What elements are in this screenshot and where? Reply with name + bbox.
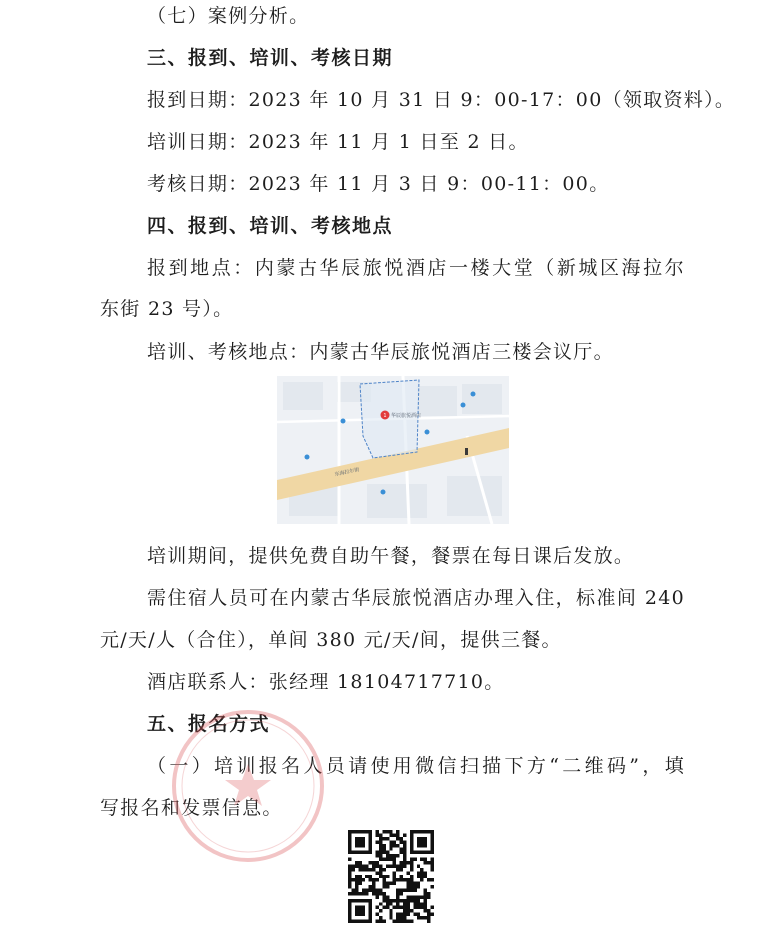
map-block — [283, 382, 323, 410]
lunch-info-line: 培训期间，提供免费自助午餐，餐票在每日课后发放。 — [147, 545, 635, 567]
section-heading-locations: 四、报到、培训、考核地点 — [147, 215, 394, 237]
map-poi-icon — [341, 419, 346, 424]
traffic-light-icon — [465, 448, 468, 455]
map-poi-icon — [305, 455, 310, 460]
accommodation-line-1: 需住宿人员可在内蒙古华辰旅悦酒店办理入住，标准间 240 — [147, 587, 685, 609]
map-block — [367, 484, 427, 518]
report-location-line-1: 报到地点：内蒙古华辰旅悦酒店一楼大堂（新城区海拉尔 — [147, 257, 685, 279]
hotel-area-outline — [360, 380, 422, 458]
map-poi-icon — [461, 403, 466, 408]
exam-date-line: 考核日期：2023 年 11 月 3 日 9：00-11：00。 — [147, 173, 610, 195]
accommodation-line-2: 元/天/人（合住），单间 380 元/天/间，提供三餐。 — [100, 629, 562, 651]
map-block — [447, 476, 502, 516]
signup-instruction-line-2: 写报名和发票信息。 — [100, 797, 283, 819]
hotel-marker-number: 1 — [383, 413, 387, 419]
section-heading-signup: 五、报名方式 — [147, 713, 271, 735]
map-block — [462, 384, 502, 414]
map-poi-icon — [471, 392, 476, 397]
signup-qr-code[interactable] — [348, 830, 434, 923]
training-date-line: 培训日期：2023 年 11 月 1 日至 2 日。 — [147, 131, 529, 153]
hotel-map-label: 华辰旅悦酒店 — [391, 413, 422, 419]
hotel-contact-line: 酒店联系人：张经理 18104717710。 — [147, 671, 505, 693]
main-road-label: 东海拉尔街 — [334, 466, 360, 478]
hotel-location-map — [277, 376, 509, 524]
report-date-line: 报到日期：2023 年 10 月 31 日 9：00-17：00（领取资料）。 — [147, 89, 736, 111]
map-poi-icon — [381, 490, 386, 495]
case-analysis-item: （七）案例分析。 — [147, 5, 310, 27]
report-location-line-2: 东街 23 号）。 — [100, 298, 234, 320]
training-location-line: 培训、考核地点：内蒙古华辰旅悦酒店三楼会议厅。 — [147, 341, 614, 363]
map-poi-icon — [425, 430, 430, 435]
map-block — [417, 386, 457, 416]
section-heading-dates: 三、报到、培训、考核日期 — [147, 47, 394, 69]
signup-instruction-line-1: （一）培训报名人员请使用微信扫描下方“二维码”，填 — [147, 755, 685, 777]
